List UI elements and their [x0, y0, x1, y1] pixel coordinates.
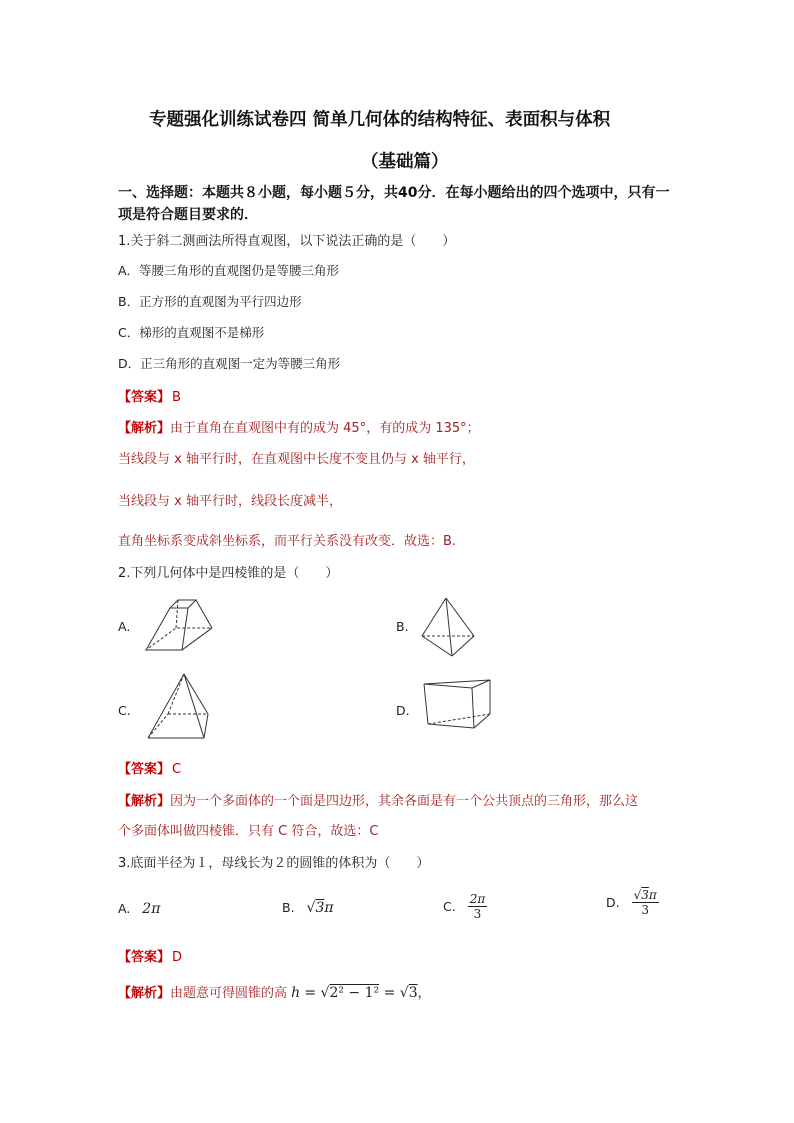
- q3-option-c: [443, 892, 487, 921]
- fraction: [468, 892, 488, 921]
- answer-tag: 【答案】: [118, 762, 171, 777]
- q2-label-d: D.: [396, 703, 410, 718]
- analysis-tag: 【解析】: [118, 421, 171, 436]
- q2-analysis-line2: 个多面体叫做四棱锥．只有 C 符合，故选：C: [118, 824, 379, 839]
- equation: = √2² − 1² = √3: [304, 985, 418, 1001]
- q3-option-d: [606, 888, 659, 917]
- answer-value: C: [172, 762, 182, 777]
- q1-answer: [118, 386, 181, 405]
- option-label: B.: [282, 900, 295, 915]
- q1-analysis-line2: 当线段与 x 轴平行时，在直观图中长度不变且仍与 x 轴平行，: [118, 452, 475, 467]
- q1-option-d: D．正三角形的直观图一定为等腰三角形: [118, 356, 341, 371]
- page-subtitle: （基础篇）: [361, 152, 449, 172]
- numerator: √3π: [633, 888, 657, 902]
- numerator: 2π: [469, 892, 486, 906]
- q3-option-b: [282, 900, 334, 916]
- option-label: C.: [443, 899, 456, 914]
- option-label: A.: [118, 901, 131, 916]
- q3-option-a: [118, 901, 160, 917]
- q1-analysis-line3: 当线段与 x 轴平行时，线段长度减半，: [118, 494, 342, 509]
- radicand: 3: [408, 985, 418, 1001]
- analysis-text: 由题意可得圆锥的高: [170, 986, 288, 1001]
- q1-analysis-line4: 直角坐标系变成斜坐标系，而平行关系没有改变．故选：B.: [118, 534, 457, 549]
- pi-symbol: π: [324, 900, 334, 916]
- q1-option-c: C．梯形的直观图不是梯形: [118, 325, 265, 340]
- denominator: 3: [641, 903, 649, 917]
- q2-label-b: B.: [396, 619, 409, 634]
- option-value: 2π: [142, 901, 161, 917]
- tetrahedron-figure-icon: [418, 596, 480, 660]
- answer-tag: 【答案】: [118, 390, 171, 405]
- answer-tag: 【答案】: [118, 950, 171, 965]
- q1-option-b: B．正方形的直观图为平行四边形: [118, 294, 302, 309]
- q3-analysis-line1: [118, 982, 431, 1001]
- q2-answer: [118, 758, 181, 777]
- section-heading-line2: 项是符合题目要求的．: [118, 207, 258, 223]
- q2-stem: 2.下列几何体中是四棱锥的是（ ）: [118, 566, 339, 581]
- q1-stem: 1.关于斜二测画法所得直观图，以下说法正确的是（ ）: [118, 234, 456, 249]
- q2-label-c: C.: [118, 703, 131, 718]
- answer-value: B: [172, 390, 181, 405]
- radicand: 2² − 1²: [329, 985, 380, 1001]
- triangular-prism-figure-icon: [420, 678, 494, 730]
- q3-stem: 3.底面半径为１，母线长为２的圆锥的体积为（ ）: [118, 856, 430, 871]
- option-value: √3π: [306, 900, 334, 916]
- q1-analysis-line1: [118, 417, 480, 436]
- square-pyramid-figure-icon: [144, 672, 214, 742]
- section-heading-line1: 一、选择题：本题共８小题，每小题５分，共40分．在每小题给出的四个选项中，只有一: [118, 185, 670, 201]
- denominator: 3: [473, 907, 482, 921]
- equals-sign: =: [304, 985, 321, 1001]
- radicand: 3: [641, 888, 649, 902]
- comma: ，: [417, 986, 431, 1001]
- fraction: [632, 888, 659, 917]
- equals-sign: =: [379, 985, 400, 1001]
- option-label: D.: [606, 895, 620, 910]
- analysis-tag: 【解析】: [118, 986, 171, 1001]
- pi-symbol: π: [648, 888, 657, 902]
- radicand: 3: [315, 900, 325, 916]
- q1-option-a: A．等腰三角形的直观图仍是等腰三角形: [118, 263, 340, 278]
- q2-analysis-line1: [118, 790, 638, 809]
- answer-value: D: [172, 950, 183, 965]
- frustum-figure-icon: [140, 598, 220, 658]
- analysis-text: 因为一个多面体的一个面是四边形，其余各面是有一个公共顶点的三角形，那么这: [170, 794, 639, 809]
- analysis-tag: 【解析】: [118, 794, 171, 809]
- q2-label-a: A.: [118, 619, 131, 634]
- page-title: 专题强化训练试卷四 简单几何体的结构特征、表面积与体积: [149, 110, 611, 130]
- height-variable: h: [291, 985, 301, 1001]
- analysis-text: 由于直角在直观图中有的成为 45°，有的成为 135°；: [170, 421, 480, 436]
- q3-answer: [118, 946, 182, 965]
